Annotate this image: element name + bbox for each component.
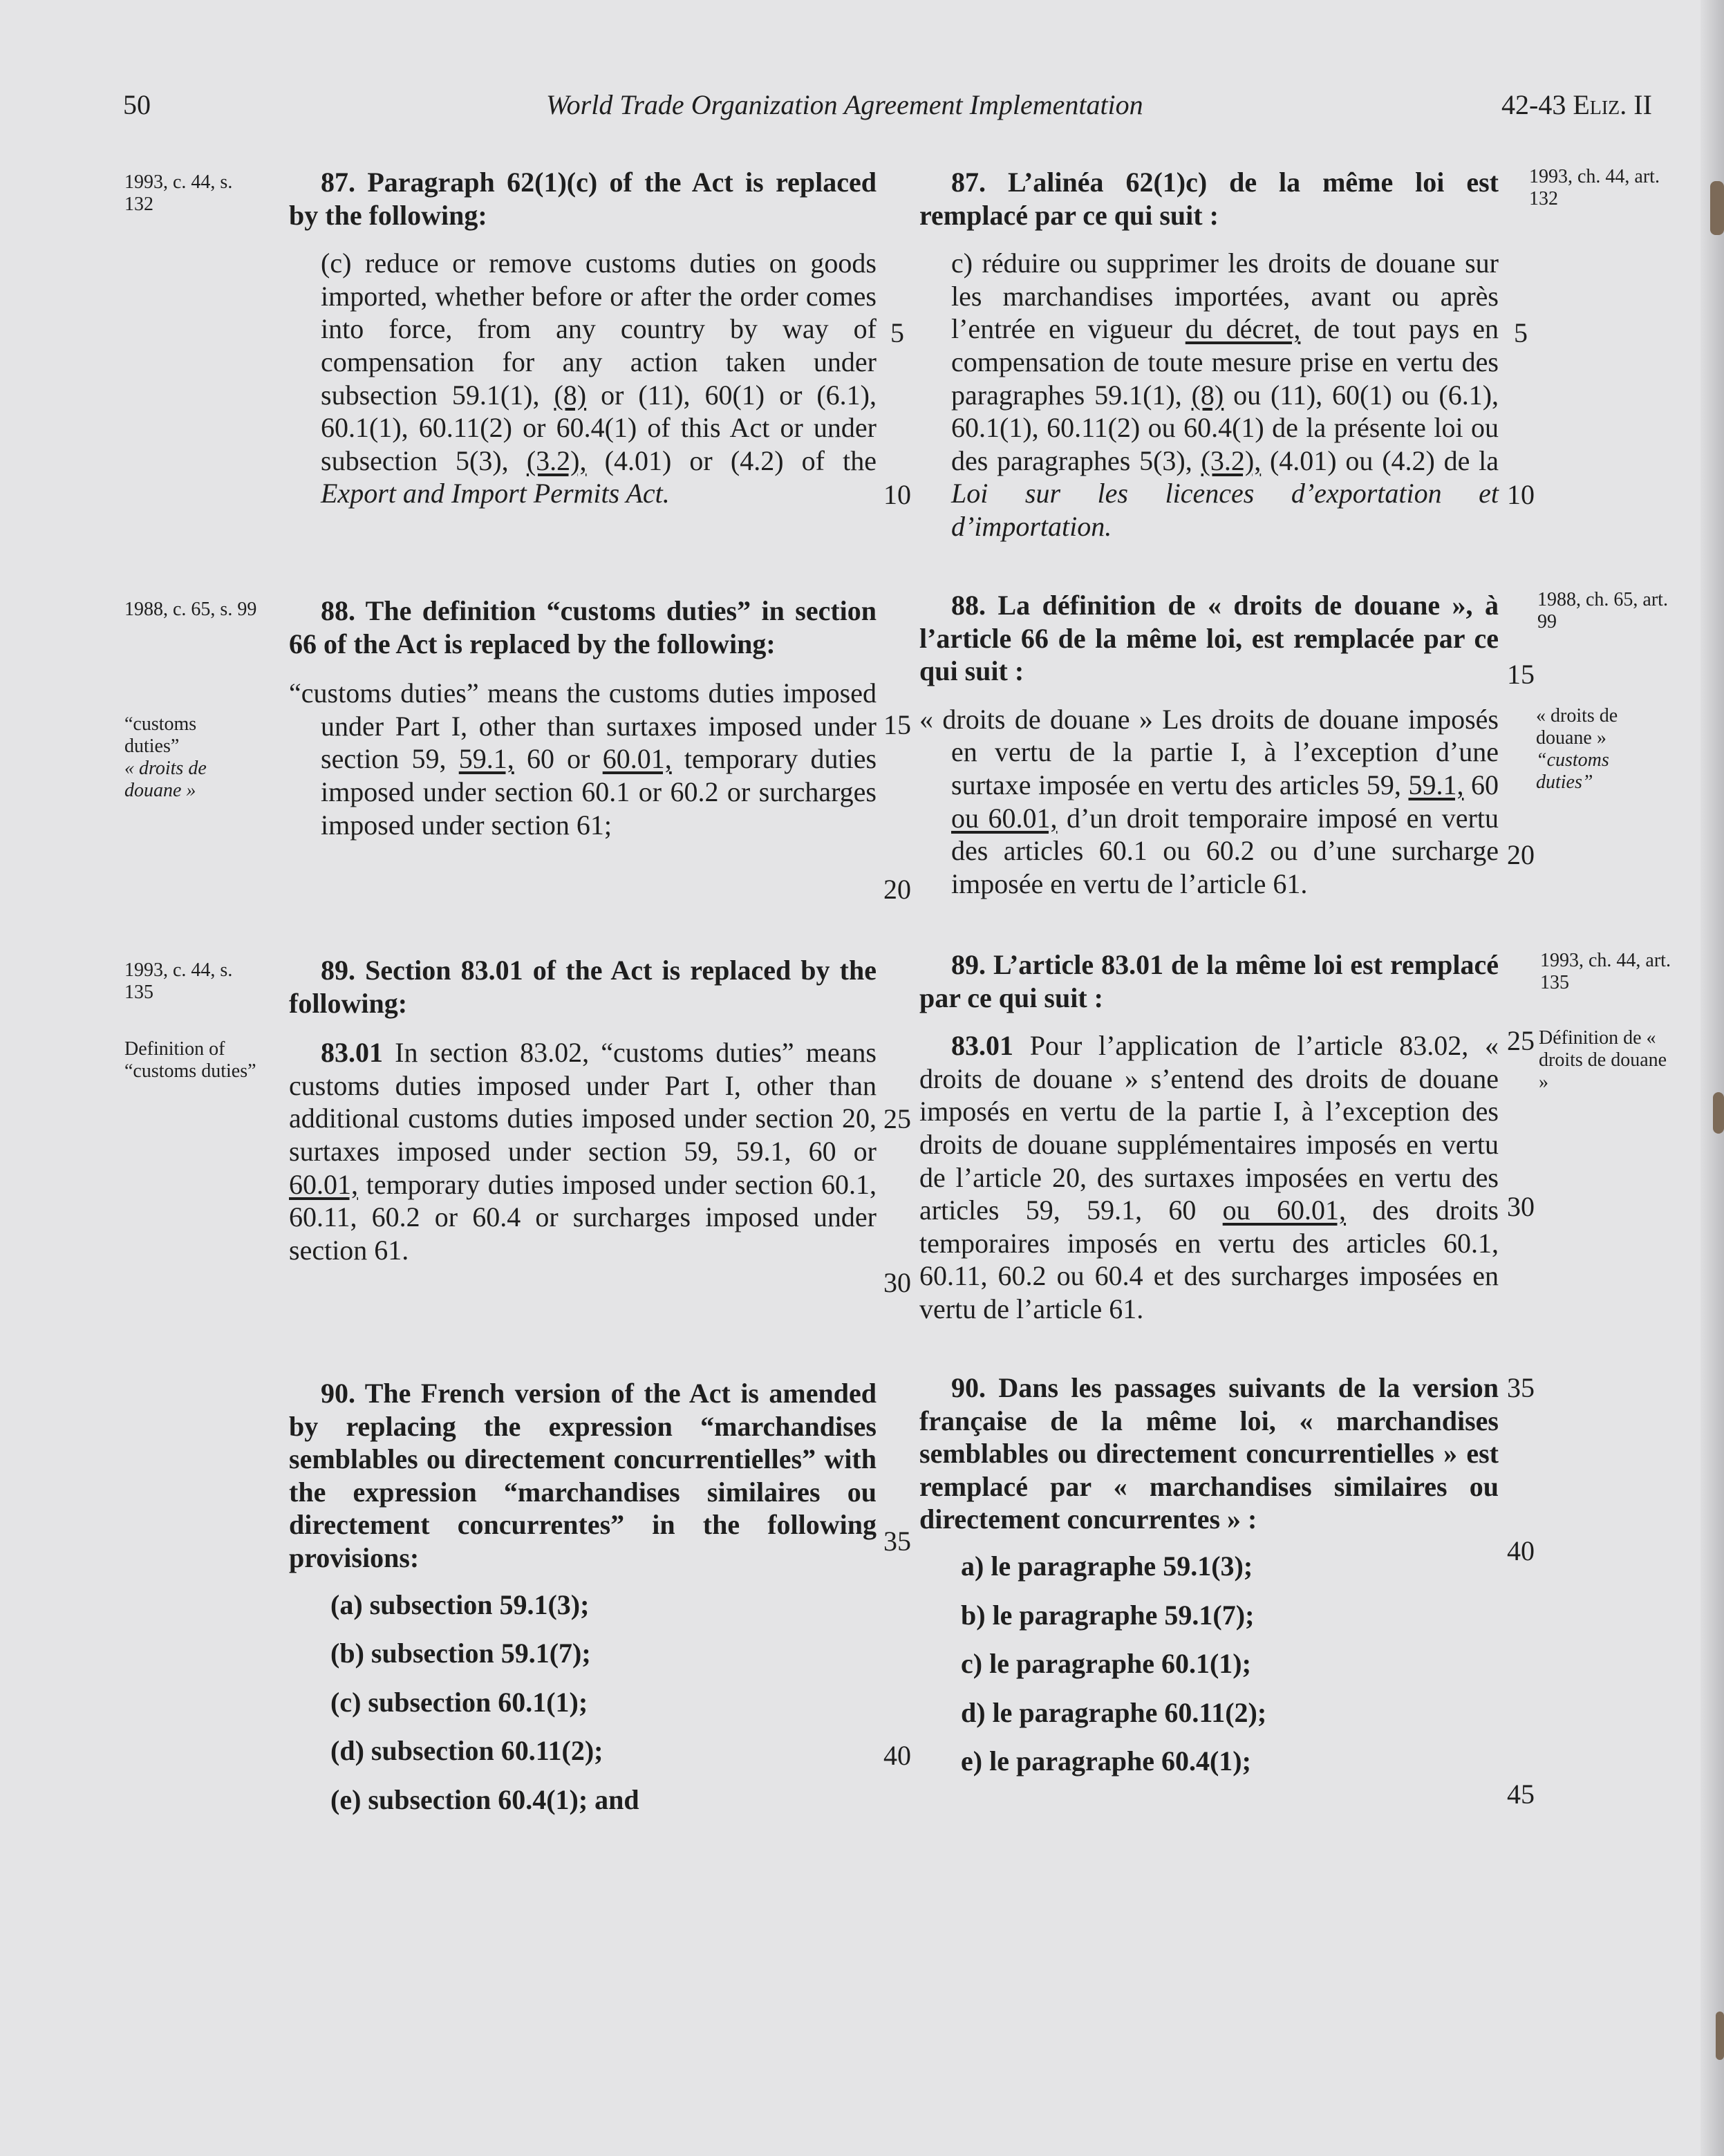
list-item: (e) subsection 60.4(1); and [330, 1783, 639, 1815]
line-number: 20 [883, 874, 911, 905]
section-heading: 88. The definition “customs duties” in section 66 of the Act is replaced by the following: [289, 595, 877, 659]
list-item: e) le paragraphe 60.4(1); [961, 1745, 1251, 1777]
margin-term-alt: “customs duties” [1536, 749, 1609, 793]
section-heading: 87. Paragraph 62(1)(c) of the Act is replaced by the following: [289, 167, 877, 231]
line-number: 30 [1507, 1191, 1535, 1222]
list-item: d) le paragraphe 60.11(2); [961, 1696, 1267, 1728]
margin-note-fr-88-term [1536, 705, 1653, 794]
binding-mark [1710, 181, 1724, 235]
section-heading: 90. The French version of the Act is amended by replacing the expression “marchandises semblables ou directement concurrentielles” with the expression “marchandises similaires ou directement concurrentes” in the following provisions: [289, 1378, 877, 1573]
line-number: 35 [1507, 1372, 1535, 1403]
margin-note-en-89-def: Definition of “customs duties” [124, 1038, 256, 1082]
page-number: 50 [123, 89, 151, 120]
english-section-90 [289, 1377, 877, 1832]
margin-term: “customs duties” [124, 713, 197, 757]
margin-term-alt: « droits de douane » [124, 758, 207, 801]
english-section-87 [289, 166, 877, 510]
list-item: a) le paragraphe 59.1(3); [961, 1550, 1253, 1582]
line-number: 40 [1507, 1535, 1535, 1566]
line-number: 35 [883, 1526, 911, 1557]
list-item: (c) subsection 60.1(1); [330, 1686, 588, 1718]
line-number: 25 [1507, 1025, 1535, 1056]
list-item: b) le paragraphe 59.1(7); [961, 1599, 1255, 1631]
line-number: 30 [883, 1267, 911, 1298]
french-section-87 [919, 166, 1499, 543]
line-number: 25 [883, 1103, 911, 1134]
section-body: « droits de douane » Les droits de douane imposés en vertu de la partie I, à l’exception d’une surtaxe imposée en vertu des articles 59, 59.1, 60 ou 60.01, d’un droit temporaire imposé en vertu des articles 60.1 ou 60.2 ou d’une surcharge imposée en vertu de l’article 61. [919, 703, 1499, 899]
list-item: (b) subsection 59.1(7); [330, 1638, 591, 1669]
list-item: (a) subsection 59.1(3); [330, 1588, 590, 1620]
margin-note-en-87: 1993, c. 44, s. 132 [124, 171, 233, 215]
list-item: c) le paragraphe 60.1(1); [961, 1648, 1251, 1680]
section-heading: 87. L’alinéa 62(1)c) de la même loi est remplacé par ce qui suit : [919, 167, 1499, 231]
section-body: (c) reduce or remove customs duties on goods imported, whether before or after the order comes into force, from any country by way of compensation for any action taken under subsection 59.1(1), (8) or (11), 60(1) or (6.1), 60.1(1), 60.11(2) or 60.4(1) of this Act or under subsection 5(3), (3.2), (4.01) or (4.2) of the Export and Import Permits Act. [321, 247, 877, 509]
section-body: c) réduire ou supprimer les droits de douane sur les marchandises importées, avant ou après l’entrée en vigueur du décret, de tout pays en compensation de toute mesure prise en vertu des paragraphes 59.1(1), (8) ou (11), 60(1) ou (6.1), 60.1(1), 60.11(2) ou 60.4(1) de la présente loi ou des paragraphes 5(3), (3.2), (4.01) ou (4.2) de la Loi sur les licences d’exportation et d’importation. [951, 247, 1499, 542]
margin-note-fr-88: 1988, ch. 65, art. 99 [1537, 589, 1668, 632]
margin-term: « droits de douane » [1536, 705, 1618, 749]
margin-note-en-88-term [124, 713, 228, 802]
margin-note-fr-89-def: Définition de « droits de douane » [1539, 1027, 1667, 1093]
section-heading: 88. La définition de « droits de douane », à l’article 66 de la même loi, est remplacée par ce qui suit : [919, 590, 1499, 687]
section-heading: 89. Section 83.01 of the Act is replaced by the following: [289, 955, 877, 1019]
binding-mark [1713, 1092, 1724, 1134]
line-number: 20 [1507, 839, 1535, 870]
english-section-89 [289, 954, 877, 1266]
line-number: 40 [883, 1740, 911, 1771]
line-number: 15 [1507, 659, 1535, 690]
margin-note-en-88: 1988, c. 65, s. 99 [124, 599, 257, 620]
provision-list [289, 1588, 877, 1817]
english-section-88 [289, 594, 877, 841]
line-number: 45 [1507, 1779, 1535, 1810]
margin-note-fr-89: 1993, ch. 44, art. 135 [1540, 950, 1671, 993]
line-number: 15 [883, 709, 911, 740]
line-number: 10 [1507, 479, 1535, 510]
page-edge [1700, 0, 1724, 2156]
margin-note-fr-87: 1993, ch. 44, art. 132 [1529, 166, 1660, 209]
line-number: 10 [883, 479, 911, 510]
margin-note-en-89: 1993, c. 44, s. 135 [124, 959, 233, 1003]
line-number: 5 [890, 317, 904, 348]
french-section-89 [919, 948, 1499, 1326]
running-title: World Trade Organization Agreement Implementation [546, 89, 1143, 120]
section-body: 83.01 In section 83.02, “customs duties” means customs duties imposed under Part I, other than additional customs duties imposed under section 20, surtaxes imposed under section 59, 59.1, 60 or 60.01, temporary duties imposed under section 60.1, 60.11, 60.2 or 60.4 or surcharges imposed under section 61. [289, 1037, 877, 1266]
regnal-year: 42-43 Eliz. II [1501, 89, 1652, 120]
provision-list [919, 1550, 1499, 1778]
section-heading: 89. L’article 83.01 de la même loi est remplacé par ce qui suit : [919, 949, 1499, 1013]
binding-mark [1716, 2012, 1724, 2060]
french-section-88 [919, 589, 1499, 900]
french-section-90 [919, 1371, 1499, 1794]
section-heading: 90. Dans les passages suivants de la version française de la même loi, « marchandises semblables ou directement concurrentielles » est remplacé par « marchandises similaires ou directement concurrentes » : [919, 1372, 1499, 1535]
list-item: (d) subsection 60.11(2); [330, 1735, 603, 1767]
section-body: “customs duties” means the customs duties imposed under Part I, other than surtaxes imposed under section 59, 59.1, 60 or 60.01, temporary duties imposed under section 60.1 or 60.2 or surcharges imposed under section 61; [289, 677, 877, 841]
line-number: 5 [1514, 317, 1528, 348]
section-body: 83.01 Pour l’application de l’article 83.02, « droits de douane » s’entend des droits de douane imposés en vertu de la partie I, à l’exception des droits de douane supplémentaires imposés en vertu de l’article 20, des surtaxes imposées en vertu des articles 59, 59.1, 60 ou 60.01, des droits temporaires imposés en vertu des articles 60.1, 60.11, 60.2 ou 60.4 et des surcharges imposées en vertu de l’article 61. [919, 1030, 1499, 1324]
